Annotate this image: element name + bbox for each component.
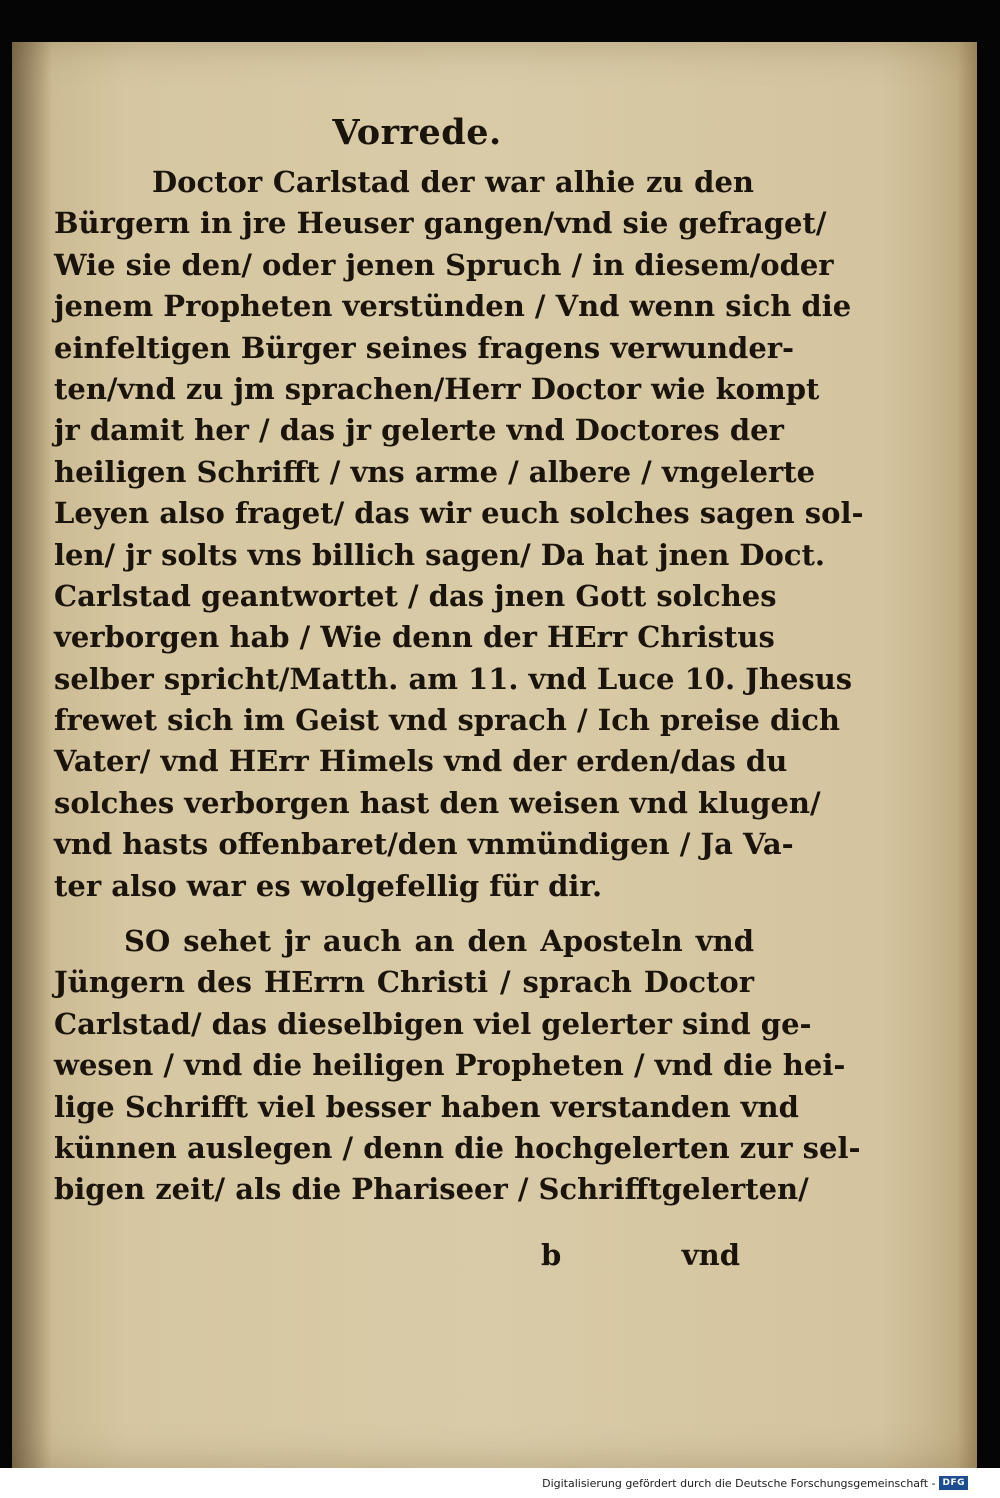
book-page (12, 42, 977, 1468)
text-line: jenem Propheten verstünden / Vnd wenn sich die (54, 289, 852, 324)
text-line: ter also war es wolgefellig für dir. (54, 868, 603, 903)
page-body (54, 162, 864, 1211)
signature-mark: b (541, 1238, 562, 1272)
page-header: Vorrede. (332, 112, 502, 153)
text-line: verborgen hab / Wie denn der HErr Christus (54, 620, 775, 655)
credit-text: Digitalisierung gefördert durch die Deutsche Forschungsgemeinschaft - (542, 1476, 936, 1490)
text-line: Vater/ vnd HErr Himels vnd der erden/das du (54, 744, 788, 779)
text-line: frewet sich im Geist vnd sprach / Ich preise dich (54, 703, 840, 738)
text-line: einfeltigen Bürger seines fragens verwunder- (54, 330, 795, 365)
digitization-credit (542, 1474, 968, 1492)
text-line: selber spricht/Matth. am 11. vnd Luce 10. Jhesus (54, 661, 853, 696)
text-line: Jüngern des HErrn Christi / sprach Doctor (54, 965, 754, 1000)
text-line: solches verborgen hast den weisen vnd klugen/ (54, 785, 821, 820)
text-line: Carlstad geantwortet / das jnen Gott solches (54, 578, 777, 613)
paragraph-gap (54, 907, 754, 921)
text-line: Wie sie den/ oder jenen Spruch / in diesem/oder (54, 247, 834, 282)
page-foot (54, 1238, 754, 1280)
text-line: bigen zeit/ als die Phariseer / Schrifftgelerten/ (54, 1172, 809, 1207)
text-line: Doctor Carlstad der war alhie zu den (152, 165, 754, 199)
text-line: Carlstad/ das dieselbigen viel gelerter sind ge- (54, 1006, 812, 1041)
text-line: Leyen also fraget/ das wir euch solches sagen sol- (54, 496, 864, 531)
text-line: ten/vnd zu jm sprachen/Herr Doctor wie kompt (54, 371, 820, 406)
text-line: len/ jr solts vns billich sagen/ Da hat jnen Doct. (54, 537, 826, 572)
dfg-logo: DFG (939, 1476, 968, 1490)
text-line: lige Schrifft viel besser haben verstanden vnd (54, 1089, 799, 1124)
text-line: SO sehet jr auch an den Aposteln vnd (124, 924, 754, 959)
text-line: wesen / vnd die heiligen Propheten / vnd die hei- (54, 1048, 846, 1083)
text-line: Bürgern in jre Heuser gangen/vnd sie gefraget/ (54, 206, 827, 241)
catchword: vnd (681, 1238, 740, 1272)
text-line: vnd hasts offenbaret/den vnmündigen / Ja Va- (54, 827, 794, 862)
text-line: jr damit her / das jr gelerte vnd Doctores der (54, 413, 784, 448)
text-line: heiligen Schrifft / vns arme / albere / vngelerte (54, 454, 816, 489)
text-line: künnen auslegen / denn die hochgelerten zur sel- (54, 1130, 861, 1165)
